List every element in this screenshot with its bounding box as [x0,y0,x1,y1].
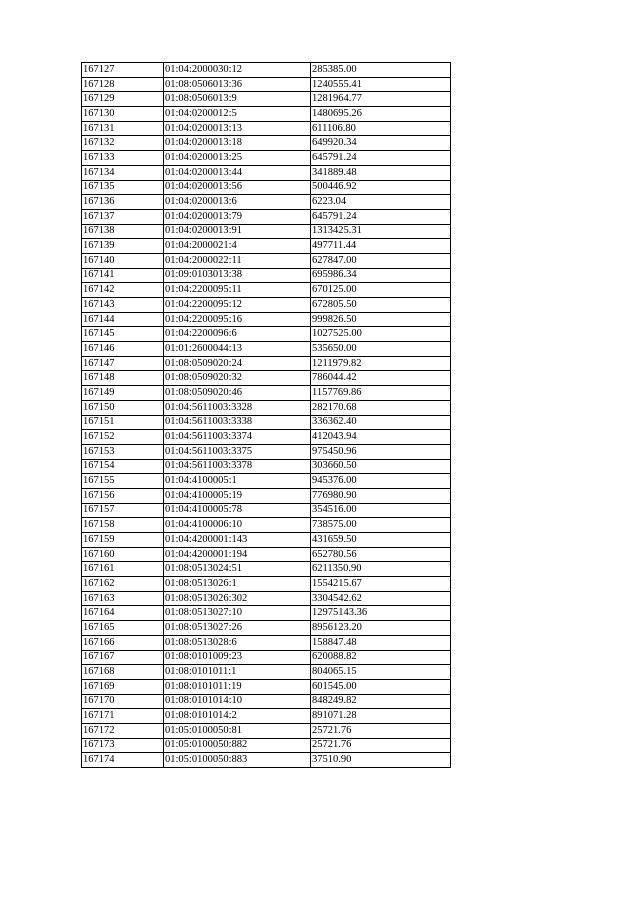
table-row [82,415,451,430]
table-row [82,738,451,753]
value-cell: 645791.24 [311,151,451,166]
table-row [82,430,451,445]
cadastral-number-cell: 01:04:0200013:56 [164,180,311,195]
cadastral-number-cell: 01:04:4100005:19 [164,488,311,503]
cadastral-number-cell: 01:08:0101009:23 [164,650,311,665]
value-cell: 158847.48 [311,635,451,650]
table-row [82,503,451,518]
table-row [82,239,451,254]
value-cell: 738575.00 [311,518,451,533]
cadastral-number-cell: 01:04:2000021:4 [164,239,311,254]
cadastral-number-cell: 01:04:4100005:78 [164,503,311,518]
cadastral-number-cell: 01:08:0509020:32 [164,371,311,386]
record-id-cell: 167132 [82,136,164,151]
cadastral-number-cell: 01:04:5611003:3375 [164,444,311,459]
cadastral-number-cell: 01:05:0100050:882 [164,738,311,753]
record-id-cell: 167160 [82,547,164,562]
record-id-cell: 167173 [82,738,164,753]
value-cell: 695986.34 [311,268,451,283]
table-row [82,195,451,210]
record-id-cell: 167128 [82,77,164,92]
cadastral-number-cell: 01:04:2200095:16 [164,312,311,327]
value-cell: 670125.00 [311,283,451,298]
cadastral-number-cell: 01:08:0101011:1 [164,665,311,680]
cadastral-number-cell: 01:08:0513028:6 [164,635,311,650]
record-id-cell: 167167 [82,650,164,665]
record-id-cell: 167165 [82,621,164,636]
value-cell: 645791.24 [311,209,451,224]
record-id-cell: 167139 [82,239,164,254]
table-row [82,474,451,489]
value-cell: 25721.76 [311,738,451,753]
table-row [82,165,451,180]
table-row [82,342,451,357]
record-id-cell: 167159 [82,533,164,548]
cadastral-number-cell: 01:05:0100050:883 [164,753,311,768]
record-id-cell: 167168 [82,665,164,680]
table-row [82,371,451,386]
value-cell: 500446.92 [311,180,451,195]
record-id-cell: 167156 [82,488,164,503]
value-cell: 891071.28 [311,709,451,724]
record-id-cell: 167155 [82,474,164,489]
cadastral-number-cell: 01:08:0101011:19 [164,679,311,694]
cadastral-number-cell: 01:08:0513026:1 [164,577,311,592]
cadastral-number-cell: 01:04:0200012:5 [164,107,311,122]
value-cell: 804065.15 [311,665,451,680]
cadastral-number-cell: 01:04:4200001:143 [164,533,311,548]
cadastral-number-cell: 01:09:0103013:38 [164,268,311,283]
cadastral-number-cell: 01:08:0513024:51 [164,562,311,577]
value-cell: 620088.82 [311,650,451,665]
cadastral-number-cell: 01:04:5611003:3374 [164,430,311,445]
table-row [82,92,451,107]
table-row [82,694,451,709]
cadastral-number-cell: 01:08:0101014:10 [164,694,311,709]
value-cell: 649920.34 [311,136,451,151]
record-id-cell: 167144 [82,312,164,327]
record-id-cell: 167162 [82,577,164,592]
cadastral-number-cell: 01:04:4100005:1 [164,474,311,489]
value-cell: 1157769.86 [311,386,451,401]
table-row [82,723,451,738]
value-cell: 8956123.20 [311,621,451,636]
record-id-cell: 167127 [82,63,164,78]
table-row [82,621,451,636]
cadastral-number-cell: 01:04:0200013:91 [164,224,311,239]
value-cell: 652780.56 [311,547,451,562]
record-id-cell: 167166 [82,635,164,650]
value-cell: 25721.76 [311,723,451,738]
table-row [82,136,451,151]
table-row [82,356,451,371]
cadastral-number-cell: 01:04:0200013:44 [164,165,311,180]
value-cell: 672805.50 [311,298,451,313]
value-cell: 1240555.41 [311,77,451,92]
cadastral-number-cell: 01:04:2200096:6 [164,327,311,342]
table-row [82,679,451,694]
cadastral-number-cell: 01:04:2200095:11 [164,283,311,298]
table-row [82,283,451,298]
record-id-cell: 167157 [82,503,164,518]
record-id-cell: 167171 [82,709,164,724]
record-id-cell: 167174 [82,753,164,768]
value-cell: 848249.82 [311,694,451,709]
table-row [82,547,451,562]
record-id-cell: 167152 [82,430,164,445]
cadastral-number-cell: 01:04:2000030:12 [164,63,311,78]
cadastral-number-cell: 01:08:0509020:46 [164,386,311,401]
value-cell: 999826.50 [311,312,451,327]
record-id-cell: 167163 [82,591,164,606]
record-id-cell: 167148 [82,371,164,386]
record-id-cell: 167170 [82,694,164,709]
cadastral-number-cell: 01:04:5611003:3378 [164,459,311,474]
record-id-cell: 167147 [82,356,164,371]
cadastral-number-cell: 01:04:0200013:79 [164,209,311,224]
record-id-cell: 167143 [82,298,164,313]
cadastral-number-cell: 01:04:0200013:25 [164,151,311,166]
record-id-cell: 167133 [82,151,164,166]
record-id-cell: 167158 [82,518,164,533]
record-id-cell: 167172 [82,723,164,738]
value-cell: 37510.90 [311,753,451,768]
table-row [82,253,451,268]
value-cell: 611106.80 [311,121,451,136]
table-row [82,327,451,342]
value-cell: 12975143.36 [311,606,451,621]
table-row [82,151,451,166]
cadastral-number-cell: 01:01:2600044:13 [164,342,311,357]
value-cell: 341889.48 [311,165,451,180]
record-id-cell: 167130 [82,107,164,122]
value-cell: 354516.00 [311,503,451,518]
value-cell: 412043.94 [311,430,451,445]
record-id-cell: 167153 [82,444,164,459]
value-cell: 776980.90 [311,488,451,503]
table-row [82,650,451,665]
cadastral-number-cell: 01:08:0506013:36 [164,77,311,92]
cadastral-number-cell: 01:08:0506013:9 [164,92,311,107]
table-row [82,180,451,195]
value-cell: 431659.50 [311,533,451,548]
value-cell: 535650.00 [311,342,451,357]
value-cell: 627847.00 [311,253,451,268]
value-cell: 282170.68 [311,400,451,415]
value-cell: 1281964.77 [311,92,451,107]
cadastral-number-cell: 01:04:5611003:3338 [164,415,311,430]
table-row [82,121,451,136]
table-row [82,268,451,283]
table-row [82,444,451,459]
cadastral-number-cell: 01:08:0509020:24 [164,356,311,371]
table-row [82,209,451,224]
record-id-cell: 167169 [82,679,164,694]
table-row [82,518,451,533]
cadastral-number-cell: 01:05:0100050:81 [164,723,311,738]
record-id-cell: 167145 [82,327,164,342]
cadastral-number-cell: 01:04:2000022:11 [164,253,311,268]
cadastral-number-cell: 01:04:0200013:18 [164,136,311,151]
cadastral-number-cell: 01:08:0513027:26 [164,621,311,636]
value-cell: 6223.04 [311,195,451,210]
record-id-cell: 167151 [82,415,164,430]
value-cell: 1554215.67 [311,577,451,592]
table-row [82,533,451,548]
table-row [82,63,451,78]
cadastral-number-cell: 01:08:0101014:2 [164,709,311,724]
table-row [82,107,451,122]
record-id-cell: 167141 [82,268,164,283]
data-table [81,62,451,768]
record-id-cell: 167131 [82,121,164,136]
record-id-cell: 167136 [82,195,164,210]
cadastral-number-cell: 01:08:0513027:10 [164,606,311,621]
record-id-cell: 167164 [82,606,164,621]
table-row [82,488,451,503]
record-id-cell: 167140 [82,253,164,268]
table-row [82,591,451,606]
table-row [82,386,451,401]
record-id-cell: 167161 [82,562,164,577]
value-cell: 601545.00 [311,679,451,694]
table-row [82,665,451,680]
cadastral-number-cell: 01:04:0200013:6 [164,195,311,210]
table-row [82,577,451,592]
record-id-cell: 167146 [82,342,164,357]
cadastral-number-cell: 01:04:4100006:10 [164,518,311,533]
cadastral-number-cell: 01:04:5611003:3328 [164,400,311,415]
record-id-cell: 167129 [82,92,164,107]
value-cell: 285385.00 [311,63,451,78]
record-id-cell: 167154 [82,459,164,474]
record-id-cell: 167134 [82,165,164,180]
table-row [82,459,451,474]
table-row [82,400,451,415]
value-cell: 786044.42 [311,371,451,386]
table-row [82,753,451,768]
cadastral-number-cell: 01:04:4200001:194 [164,547,311,562]
table-row [82,224,451,239]
value-cell: 1027525.00 [311,327,451,342]
value-cell: 1211979.82 [311,356,451,371]
cadastral-number-cell: 01:04:0200013:13 [164,121,311,136]
table-row [82,77,451,92]
table-row [82,312,451,327]
record-id-cell: 167137 [82,209,164,224]
table-row [82,606,451,621]
record-id-cell: 167135 [82,180,164,195]
cadastral-number-cell: 01:08:0513026:302 [164,591,311,606]
record-id-cell: 167142 [82,283,164,298]
value-cell: 1480695.26 [311,107,451,122]
table-row [82,298,451,313]
value-cell: 945376.00 [311,474,451,489]
table-body [82,63,451,768]
cadastral-number-cell: 01:04:2200095:12 [164,298,311,313]
record-id-cell: 167138 [82,224,164,239]
table-row [82,562,451,577]
value-cell: 6211350.90 [311,562,451,577]
record-id-cell: 167149 [82,386,164,401]
value-cell: 1313425.31 [311,224,451,239]
value-cell: 303660.50 [311,459,451,474]
value-cell: 497711.44 [311,239,451,254]
table-row [82,635,451,650]
value-cell: 975450.96 [311,444,451,459]
record-id-cell: 167150 [82,400,164,415]
table-row [82,709,451,724]
value-cell: 336362.40 [311,415,451,430]
value-cell: 3304542.62 [311,591,451,606]
